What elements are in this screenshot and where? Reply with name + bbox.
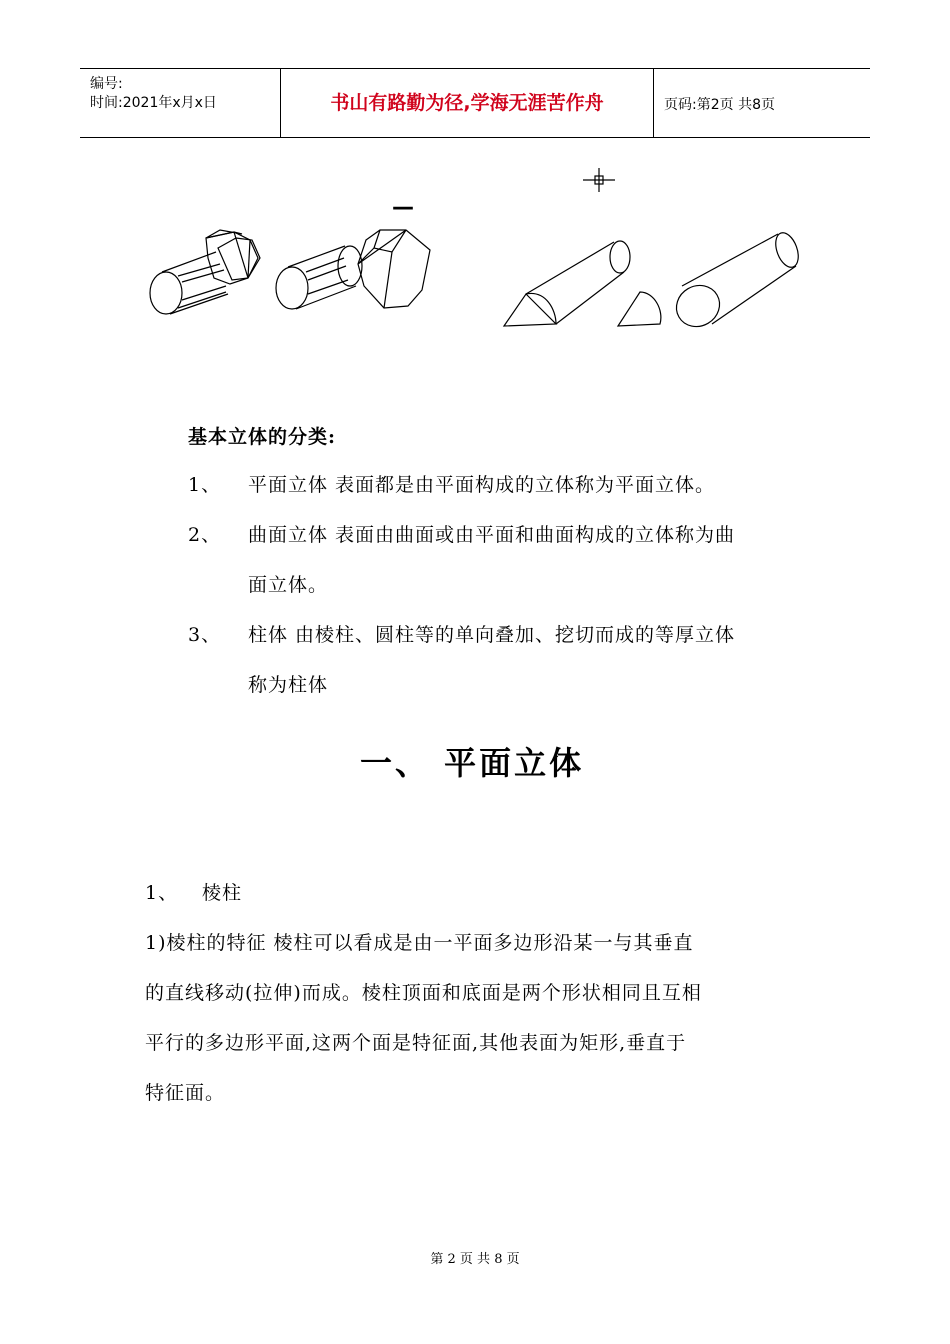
hex-prism-solid-1 bbox=[206, 230, 260, 284]
paragraph-line-3: 平行的多边形平面,这两个面是特征面,其他表面为矩形,垂直于 bbox=[145, 1032, 687, 1054]
header-motto: 书山有路勤为径,学海无涯苦作舟 bbox=[281, 69, 654, 137]
paragraph-line-4: 特征面。 bbox=[145, 1082, 226, 1104]
cylinder-solid-2 bbox=[276, 246, 362, 309]
classification-heading: 基本立体的分类: bbox=[188, 426, 337, 448]
cylinder-solid-1 bbox=[150, 252, 228, 314]
item-1-text: 平面立体 表面都是由平面构成的立体称为平面立体。 bbox=[248, 474, 716, 496]
crosshair-icon bbox=[583, 168, 615, 192]
item-3-num: 3、 bbox=[188, 624, 222, 646]
item-1-num: 1、 bbox=[188, 474, 222, 496]
item-2-text: 曲面立体 表面由曲面或由平面和曲面构成的立体称为曲 bbox=[248, 524, 736, 546]
time-label: 时间:2021年x月x日 bbox=[90, 95, 217, 111]
header-info-cell bbox=[80, 69, 281, 137]
long-cylinder-solid bbox=[669, 230, 803, 335]
item-2-text-cont: 面立体。 bbox=[248, 574, 329, 596]
code-label: 编号: bbox=[90, 76, 123, 92]
paragraph-line-1: 1)棱柱的特征 棱柱可以看成是由一平面多边形沿某一与其垂直 bbox=[145, 932, 694, 954]
subsection-num: 1、 bbox=[145, 882, 179, 904]
item-3-text: 柱体 由棱柱、圆柱等的单向叠加、挖切而成的等厚立体 bbox=[248, 624, 736, 646]
hex-prism-solid-2 bbox=[358, 230, 430, 308]
paragraph-line-2: 的直线移动(拉伸)而成。棱柱顶面和底面是两个形状相同且互相 bbox=[145, 982, 702, 1004]
item-3-text-cont: 称为柱体 bbox=[248, 674, 329, 696]
half-cylinder-solid bbox=[504, 241, 630, 326]
dash-mark: — bbox=[392, 195, 414, 220]
small-segment-solid bbox=[618, 292, 661, 326]
solids-figure bbox=[130, 160, 830, 350]
subsection-title: 棱柱 bbox=[202, 882, 243, 904]
item-2-num: 2、 bbox=[188, 524, 222, 546]
section-title: 一、 平面立体 bbox=[360, 744, 585, 782]
header-page-info: 页码:第2页 共8页 bbox=[664, 97, 775, 113]
page-footer: 第 2 页 共 8 页 bbox=[430, 1252, 520, 1267]
page-header bbox=[80, 68, 870, 138]
